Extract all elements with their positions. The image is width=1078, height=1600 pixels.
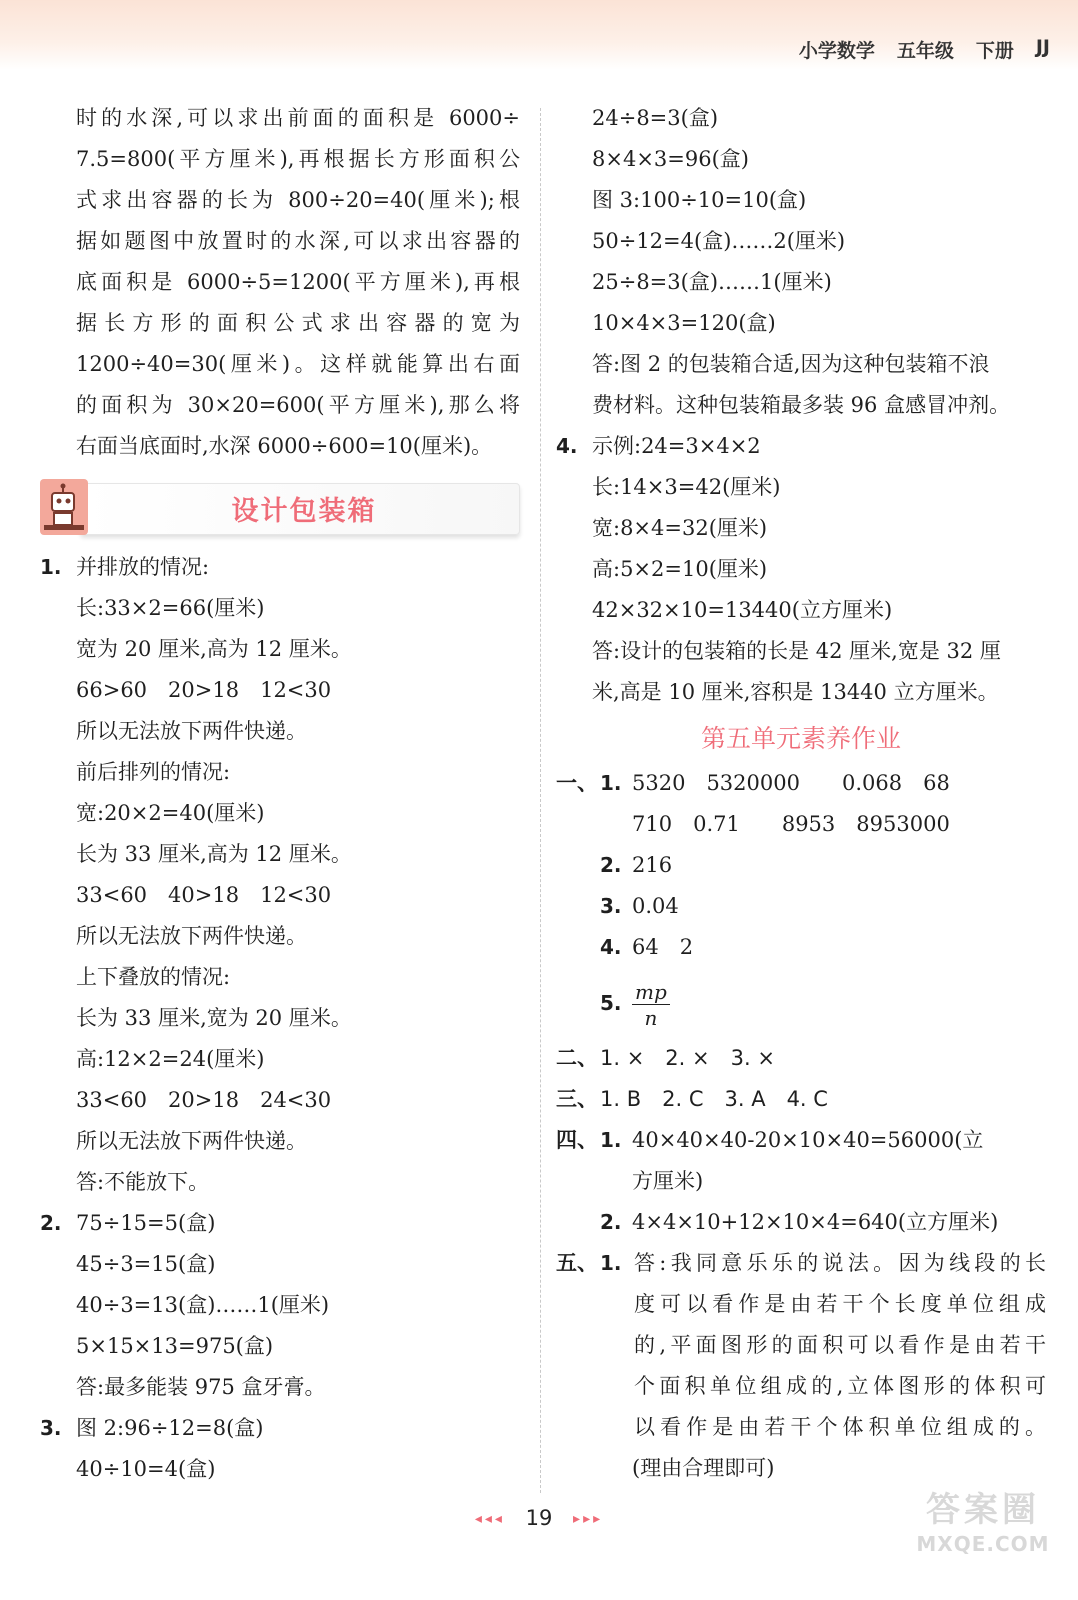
part-label: 二、 bbox=[556, 1046, 598, 1070]
question-number: 4. bbox=[600, 935, 622, 959]
answer-line: 高:5×2=10(厘米) bbox=[592, 557, 768, 581]
answer-line: 33<60 40>18 12<30 bbox=[76, 883, 332, 907]
answer-line: 一、 1. 5320 5320000 0.068 68 bbox=[556, 763, 1046, 804]
question-number: 2. bbox=[600, 1210, 622, 1234]
question-number: 1. bbox=[600, 1128, 622, 1152]
answer-line: 4. 64 2 bbox=[556, 927, 1046, 968]
question-number: 2. bbox=[600, 853, 622, 877]
answer-line: 长为 33 厘米,高为 12 厘米。 bbox=[76, 842, 352, 866]
answer-line: 40÷10=4(盒) bbox=[76, 1457, 216, 1481]
answer-line: 长为 33 厘米,宽为 20 厘米。 bbox=[76, 1006, 352, 1030]
answer-line: 的,平面图形的面积可以看作是由若干 bbox=[634, 1333, 1046, 1357]
left-arrows-icon: ◂◂◂ bbox=[474, 1511, 505, 1527]
robot-icon bbox=[40, 479, 88, 535]
section-header bbox=[40, 479, 520, 541]
answer-line: 宽:8×4=32(厘米) bbox=[592, 516, 768, 540]
answer-line: 高:12×2=24(厘米) bbox=[76, 1047, 265, 1071]
part-label: 四、 bbox=[556, 1128, 598, 1152]
header-term: 下册 bbox=[975, 40, 1014, 62]
answer-line bbox=[556, 968, 1046, 1038]
question-number: 3. bbox=[600, 894, 622, 918]
answer-line: 710 0.71 8953 8953000 bbox=[632, 812, 950, 836]
answer-line: 前后排列的情况: bbox=[76, 760, 231, 784]
answer-line: 24÷8=3(盒) bbox=[592, 106, 719, 130]
page-number: 19 bbox=[525, 1506, 553, 1530]
question-number: 2. bbox=[40, 1211, 62, 1235]
para-line: 1200÷40=30(厘米)。这样就能算出右面 bbox=[76, 352, 520, 376]
part-label: 五、 bbox=[556, 1251, 598, 1275]
answer-line: 50÷12=4(盒)……2(厘米) bbox=[592, 229, 846, 253]
para-line: 据如题图中放置时的水深,可以求出容器的 bbox=[76, 229, 520, 253]
header-grade: 五年级 bbox=[896, 40, 954, 62]
answer-line: 二、 1. × 2. × 3. × bbox=[556, 1038, 1046, 1079]
question-number: 3. bbox=[40, 1416, 62, 1440]
watermark-logo bbox=[898, 1488, 1068, 1588]
para-line: 据长方形的面积公式求出容器的宽为 bbox=[76, 311, 520, 335]
answer-line: 宽为 20 厘米,高为 12 厘米。 bbox=[76, 637, 352, 661]
answer-line: 五、 1. 答:我同意乐乐的说法。因为线段的长 bbox=[556, 1243, 1046, 1284]
column-divider bbox=[540, 108, 541, 1493]
answer-line: 方厘米) bbox=[632, 1169, 704, 1193]
answer-line: 三、 1. B 2. C 3. A 4. C bbox=[556, 1079, 1046, 1120]
answer-line: 所以无法放下两件快递。 bbox=[76, 924, 307, 948]
answer-line: 米,高是 10 厘米,容积是 13440 立方厘米。 bbox=[592, 680, 999, 704]
answer-line: 答:设计的包装箱的长是 42 厘米,宽是 32 厘 bbox=[592, 639, 1001, 663]
answer-line: 66>60 20>18 12<30 bbox=[76, 678, 332, 702]
unit-title: 第五单元素养作业 bbox=[700, 724, 901, 753]
answer-line: 个面积单位组成的,立体图形的体积可 bbox=[634, 1374, 1046, 1398]
answer-line: 5×15×13=975(盒) bbox=[76, 1334, 274, 1358]
answer-line: 答:图 2 的包装箱合适,因为这种包装箱不浪 bbox=[592, 352, 990, 376]
para-line: 式求出容器的长为 800÷20=40(厘米);根 bbox=[76, 188, 520, 212]
answer-line: 25÷8=3(盒)……1(厘米) bbox=[592, 270, 832, 294]
watermark-text: 答案圈 bbox=[926, 1490, 1040, 1530]
answer-line: 宽:20×2=40(厘米) bbox=[76, 801, 265, 825]
question-number: 1. bbox=[600, 1251, 622, 1275]
answer-line: 四、 1. 40×40×40-20×10×40=56000(立 bbox=[556, 1120, 1046, 1161]
answer-line: 3. 0.04 bbox=[556, 886, 1046, 927]
fraction-numerator: mp bbox=[632, 982, 670, 1005]
answer-line: 上下叠放的情况: bbox=[76, 965, 231, 989]
answer-line: 33<60 20>18 24<30 bbox=[76, 1088, 332, 1112]
header-subject: 小学数学 bbox=[798, 40, 875, 62]
answer-line: 图 3:100÷10=10(盒) bbox=[592, 188, 807, 212]
para-line: 7.5=800(平方厘米),再根据长方形面积公 bbox=[76, 147, 520, 171]
answer-line: 2. 216 bbox=[556, 845, 1046, 886]
question-number: 4. bbox=[556, 434, 578, 458]
answer-line: 40÷3=13(盒)……1(厘米) bbox=[76, 1293, 330, 1317]
part-label: 一、 bbox=[556, 771, 598, 795]
answer-line: 答:不能放下。 bbox=[76, 1170, 210, 1194]
answer-line: 所以无法放下两件快递。 bbox=[76, 719, 307, 743]
answer-line: 4. 示例:24=3×4×2 bbox=[556, 426, 1046, 467]
answer-line: 2. 4×4×10+12×10×4=640(立方厘米) bbox=[556, 1202, 1046, 1243]
left-column bbox=[40, 98, 520, 1490]
answer-line: 费材料。这种包装箱最多装 96 盒感冒冲剂。 bbox=[592, 393, 1011, 417]
answer-line: 10×4×3=120(盒) bbox=[592, 311, 776, 335]
question-number: 5. bbox=[600, 991, 622, 1015]
answer-line: 以看作是由若干个体积单位组成的。 bbox=[634, 1415, 1046, 1439]
answer-line: 度可以看作是由若干个长度单位组成 bbox=[634, 1292, 1046, 1316]
para-line: 底面积是 6000÷5=1200(平方厘米),再根 bbox=[76, 270, 520, 294]
section-title: 设计包装箱 bbox=[231, 496, 377, 527]
fraction bbox=[632, 979, 670, 1030]
answer-line: 长:14×3=42(厘米) bbox=[592, 475, 781, 499]
answer-line: 8×4×3=96(盒) bbox=[592, 147, 749, 171]
para-line: 时的水深,可以求出前面的面积是 6000÷ bbox=[76, 106, 520, 130]
question-number: 1. bbox=[600, 771, 622, 795]
page-header bbox=[799, 36, 1050, 63]
fraction-denominator: n bbox=[644, 1005, 658, 1030]
watermark-url: MXQE.COM bbox=[916, 1532, 1050, 1556]
part-label: 三、 bbox=[556, 1087, 598, 1111]
answer-line: 42×32×10=13440(立方厘米) bbox=[592, 598, 893, 622]
right-column bbox=[556, 98, 1046, 1489]
answer-line: 2. 75÷15=5(盒) bbox=[40, 1203, 520, 1244]
answer-line: (理由合理即可) bbox=[632, 1456, 775, 1480]
answer-line: 所以无法放下两件快递。 bbox=[76, 1129, 307, 1153]
right-arrows-icon: ▸▸▸ bbox=[573, 1511, 604, 1527]
answer-line: 长:33×2=66(厘米) bbox=[76, 596, 265, 620]
answer-line: 3. 图 2:96÷12=8(盒) bbox=[40, 1408, 520, 1449]
answer-line: 45÷3=15(盒) bbox=[76, 1252, 216, 1276]
header-edition: JJ bbox=[1035, 36, 1050, 58]
answer-line: 1. 并排放的情况: bbox=[40, 547, 520, 588]
para-line: 的面积为 30×20=600(平方厘米),那么将 bbox=[76, 393, 520, 417]
answer-line: 答:最多能装 975 盒牙膏。 bbox=[76, 1375, 326, 1399]
para-line: 右面当底面时,水深 6000÷600=10(厘米)。 bbox=[76, 434, 493, 458]
question-number: 1. bbox=[40, 555, 62, 579]
